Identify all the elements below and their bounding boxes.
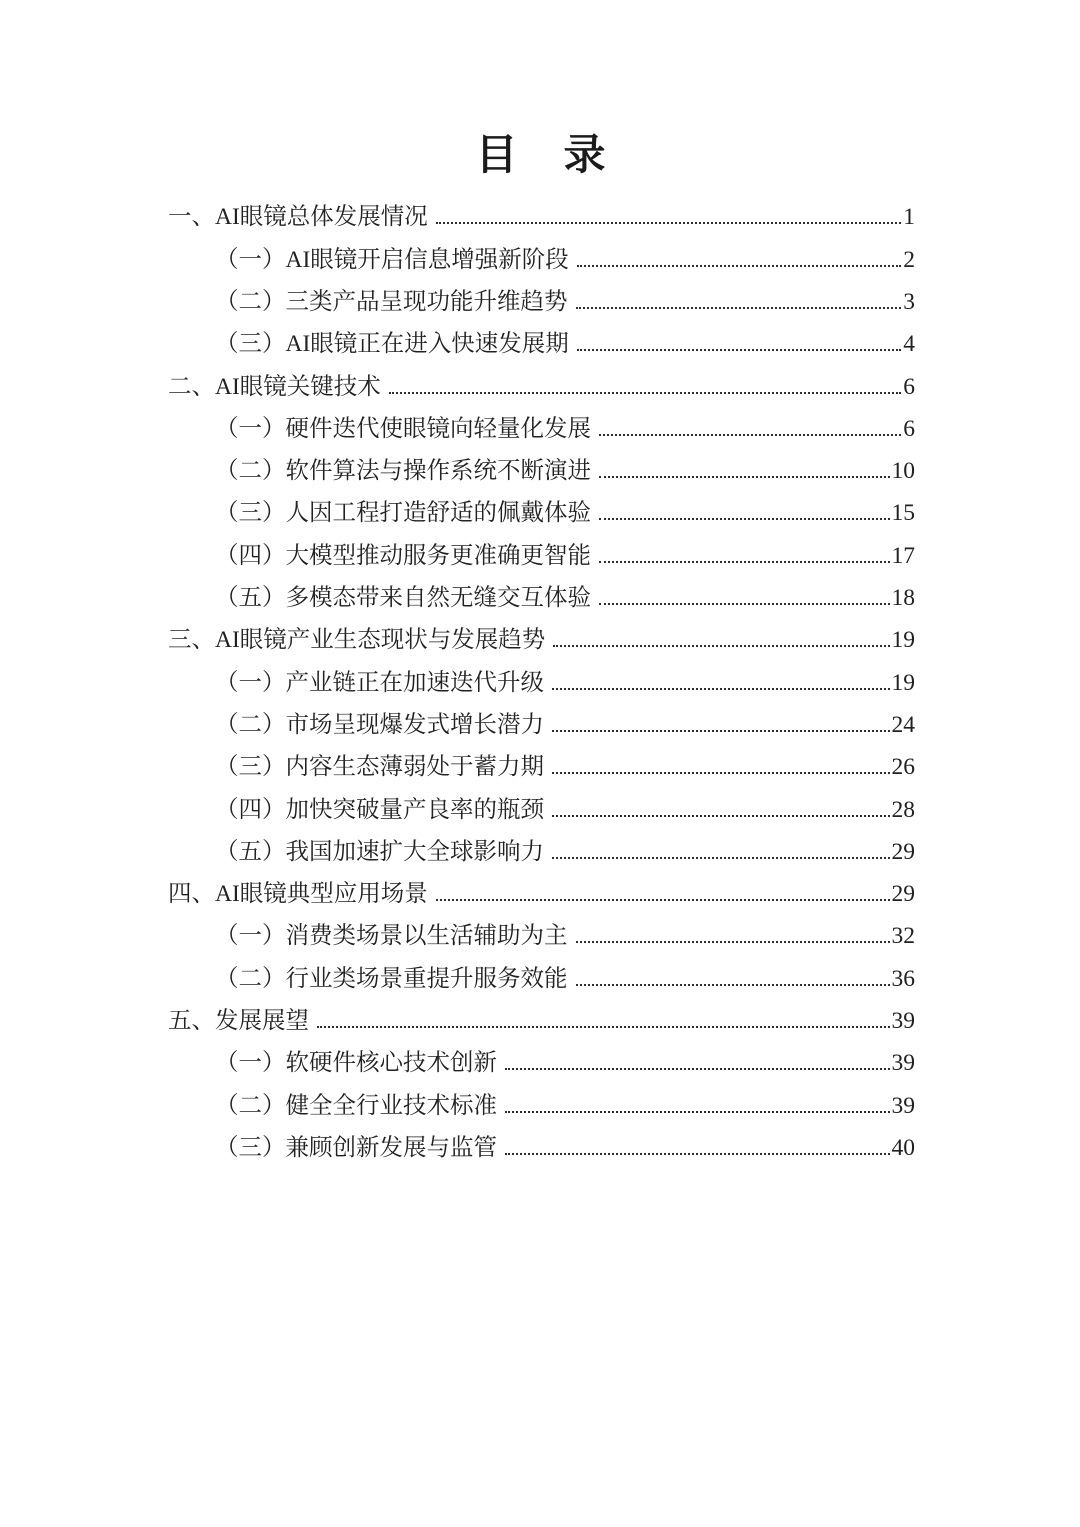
toc-entry-label: 五、发展展望	[168, 1008, 309, 1035]
dot-leader	[552, 857, 890, 859]
dot-leader	[577, 349, 901, 351]
toc-entry-page: 18	[891, 585, 915, 612]
toc-entry-label: （四）加快突破量产良率的瓶颈	[215, 796, 544, 823]
toc-entry[interactable]	[168, 915, 915, 957]
dot-leader	[599, 434, 901, 436]
page-title: 目 录	[475, 131, 608, 178]
dot-leader	[552, 730, 890, 732]
toc-entry[interactable]	[168, 746, 915, 788]
toc-entry[interactable]	[168, 619, 915, 661]
toc-entry-label: 四、AI眼镜典型应用场景	[168, 881, 428, 908]
toc-entry-label: 三、AI眼镜产业生态现状与发展趋势	[168, 627, 546, 654]
toc-entry[interactable]	[168, 1042, 915, 1084]
dot-leader	[436, 222, 901, 224]
dot-leader	[436, 899, 890, 901]
toc-entry-page: 36	[891, 965, 915, 992]
toc-entry-label: （二）市场呈现爆发式增长潜力	[215, 711, 544, 738]
toc-entry-label: （三）AI眼镜正在进入快速发展期	[215, 331, 569, 358]
toc-entry-label: （二）健全全行业技术标准	[215, 1092, 497, 1119]
dot-leader	[576, 984, 890, 986]
toc-entry-page: 29	[891, 838, 915, 865]
toc-list	[168, 196, 915, 1169]
toc-entry-page: 28	[891, 796, 915, 823]
dot-leader	[577, 265, 901, 267]
toc-entry[interactable]	[168, 408, 915, 450]
toc-entry[interactable]	[168, 239, 915, 281]
toc-entry[interactable]	[168, 196, 915, 238]
dot-leader	[505, 1153, 890, 1155]
toc-entry-page: 6	[903, 415, 915, 442]
toc-entry-page: 1	[903, 204, 915, 231]
toc-entry-label: （一）产业链正在加速迭代升级	[215, 669, 544, 696]
toc-entry[interactable]	[168, 1000, 915, 1042]
toc-entry-label: （三）内容生态薄弱处于蓄力期	[215, 754, 544, 781]
dot-leader	[599, 476, 890, 478]
toc-entry-label: （二）软件算法与操作系统不断演进	[215, 458, 591, 485]
toc-entry[interactable]	[168, 323, 915, 365]
toc-entry-label: （一）消费类场景以生活辅助为主	[215, 923, 568, 950]
toc-entry-label: 二、AI眼镜关键技术	[168, 373, 381, 400]
dot-leader	[576, 307, 902, 309]
toc-entry-page: 39	[891, 1092, 915, 1119]
toc-entry-page: 19	[891, 669, 915, 696]
toc-entry[interactable]	[168, 450, 915, 492]
toc-entry-label: （五）我国加速扩大全球影响力	[215, 838, 544, 865]
dot-leader	[552, 772, 890, 774]
toc-entry-label: （一）硬件迭代使眼镜向轻量化发展	[215, 415, 591, 442]
toc-entry-label: （三）人因工程打造舒适的佩戴体验	[215, 500, 591, 527]
dot-leader	[552, 688, 890, 690]
toc-entry-page: 39	[891, 1008, 915, 1035]
toc-entry[interactable]	[168, 492, 915, 534]
toc-entry-label: （一）AI眼镜开启信息增强新阶段	[215, 246, 569, 273]
toc-entry-page: 6	[903, 373, 915, 400]
toc-entry-page: 19	[891, 627, 915, 654]
toc-entry[interactable]	[168, 535, 915, 577]
toc-entry-label: 一、AI眼镜总体发展情况	[168, 204, 428, 231]
toc-entry-page: 17	[891, 542, 915, 569]
toc-entry[interactable]	[168, 831, 915, 873]
toc-entry-page: 10	[891, 458, 915, 485]
toc-entry[interactable]	[168, 1085, 915, 1127]
toc-entry-label: （一）软硬件核心技术创新	[215, 1050, 497, 1077]
toc-entry[interactable]	[168, 704, 915, 746]
dot-leader	[552, 815, 890, 817]
dot-leader	[576, 941, 890, 943]
toc-entry-page: 4	[903, 331, 915, 358]
toc-entry[interactable]	[168, 1127, 915, 1169]
toc-entry[interactable]	[168, 958, 915, 1000]
toc-entry-page: 26	[891, 754, 915, 781]
dot-leader	[505, 1111, 890, 1113]
toc-entry-page: 29	[891, 881, 915, 908]
toc-entry-label: （三）兼顾创新发展与监管	[215, 1134, 497, 1161]
toc-entry[interactable]	[168, 873, 915, 915]
dot-leader	[553, 645, 889, 647]
toc-entry-label: （二）行业类场景重提升服务效能	[215, 965, 568, 992]
toc-entry-label: （四）大模型推动服务更准确更智能	[215, 542, 591, 569]
toc-entry-label: （二）三类产品呈现功能升维趋势	[215, 288, 568, 315]
toc-entry-page: 32	[891, 923, 915, 950]
toc-entry[interactable]	[168, 789, 915, 831]
toc-entry-page: 2	[903, 246, 915, 273]
dot-leader	[599, 561, 890, 563]
toc-entry-page: 15	[891, 500, 915, 527]
toc-entry[interactable]	[168, 662, 915, 704]
toc-entry-page: 40	[891, 1134, 915, 1161]
toc-entry[interactable]	[168, 577, 915, 619]
dot-leader	[599, 518, 890, 520]
toc-entry-page: 3	[903, 288, 915, 315]
toc-entry-page: 24	[891, 711, 915, 738]
toc-entry[interactable]	[168, 366, 915, 408]
dot-leader	[389, 392, 901, 394]
dot-leader	[317, 1026, 890, 1028]
toc-entry-page: 39	[891, 1050, 915, 1077]
toc-entry-label: （五）多模态带来自然无缝交互体验	[215, 585, 591, 612]
toc-entry[interactable]	[168, 281, 915, 323]
dot-leader	[505, 1068, 890, 1070]
dot-leader	[599, 603, 890, 605]
